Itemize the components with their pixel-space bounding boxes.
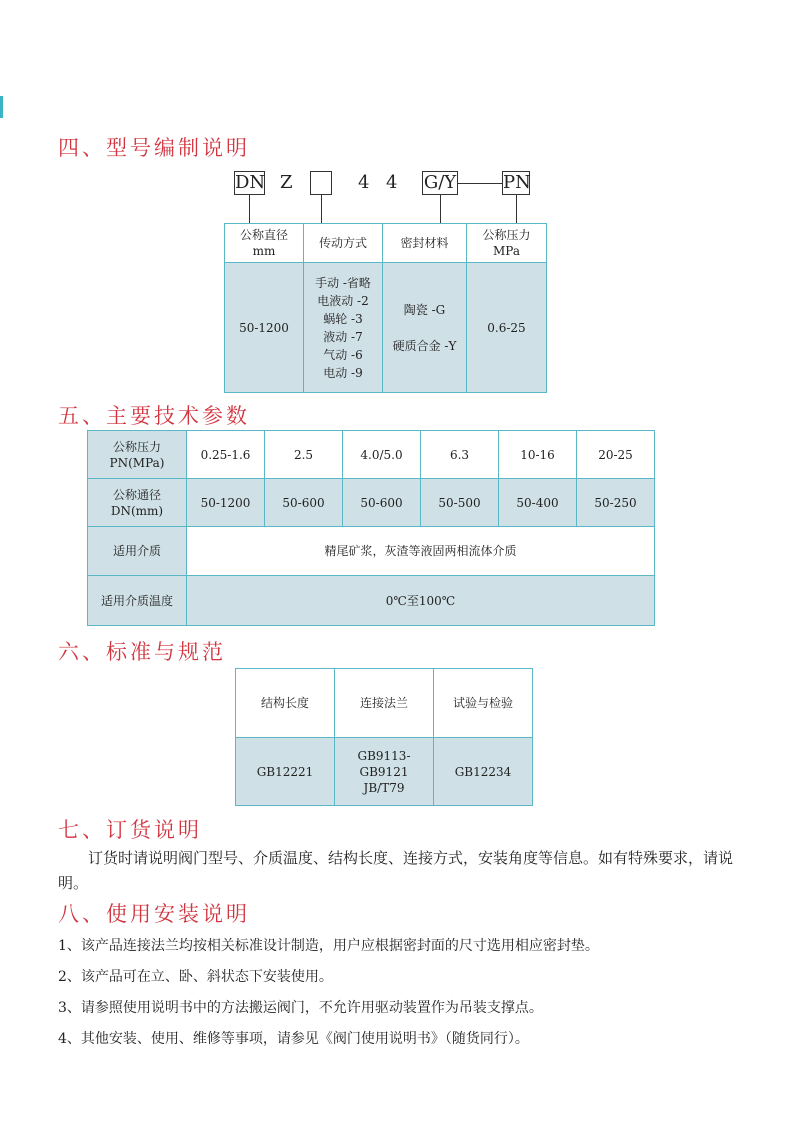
model-drive-list (304, 263, 383, 393)
section-title-order: 七、订货说明 (58, 818, 202, 842)
code-line-dn (249, 195, 250, 223)
tech-dn-value: 50-1200 (187, 479, 265, 527)
tech-pn-value: 2.5 (265, 431, 343, 479)
code-line-drive (321, 195, 322, 223)
model-dn-range: 50-1200 (225, 263, 304, 393)
tech-pn-value: 20-25 (577, 431, 655, 479)
drive-option: 液动 -7 (323, 329, 363, 344)
code-dash-line (458, 183, 502, 184)
code-dn-box: DN (235, 172, 266, 193)
model-header-drive: 传动方式 (304, 224, 383, 263)
install-item: 2、该产品可在立、卧、斜状态下安装使用。 (58, 969, 333, 985)
tech-pn-label: 公称压力 PN(MPa) (88, 431, 187, 479)
tech-pn-value: 6.3 (421, 431, 499, 479)
section-title-model: 四、型号编制说明 (58, 136, 250, 160)
code-line-pn (516, 195, 517, 223)
tech-dn-label: 公称通径 DN(mm) (88, 479, 187, 527)
seal-option: 硬质合金 -Y (392, 338, 457, 353)
tech-medium-label: 适用介质 (88, 527, 187, 576)
tech-dn-value: 50-250 (577, 479, 655, 527)
seal-option: 陶瓷 -G (403, 302, 446, 317)
code-drive-box (310, 171, 332, 195)
standard-table (235, 668, 533, 806)
tech-dn-value: 50-500 (421, 479, 499, 527)
std-value-length: GB12221 (236, 738, 335, 806)
model-header-dn: 公称直径 mm (225, 224, 304, 263)
tech-dn-value: 50-600 (265, 479, 343, 527)
model-header-pn: 公称压力 MPa (467, 224, 547, 263)
drive-option: 气动 -6 (323, 347, 363, 362)
model-header-seal: 密封材料 (383, 224, 467, 263)
model-table (224, 223, 547, 393)
code-pn-box: PN (503, 172, 531, 193)
model-pn-range: 0.6-25 (467, 263, 547, 393)
tech-pn-value: 0.25-1.6 (187, 431, 265, 479)
section-title-install: 八、使用安装说明 (58, 902, 250, 926)
install-item: 3、请参照使用说明书中的方法搬运阀门，不允许用驱动装置作为吊装支撑点。 (58, 1000, 543, 1016)
tech-pn-value: 4.0/5.0 (343, 431, 421, 479)
std-value-test: GB12234 (434, 738, 533, 806)
tech-dn-value: 50-600 (343, 479, 421, 527)
install-item: 1、该产品连接法兰均按相关标准设计制造，用户应根据密封面的尺寸选用相应密封垫。 (58, 938, 599, 954)
install-item: 4、其他安装、使用、维修等事项，请参见《阀门使用说明书》（随货同行）。 (58, 1031, 529, 1047)
std-header-length: 结构长度 (236, 669, 335, 738)
code-digit-1: 4 (358, 172, 370, 193)
tech-temp-value: 0℃至100℃ (187, 576, 655, 626)
std-header-flange: 连接法兰 (335, 669, 434, 738)
tech-pn-value: 10-16 (499, 431, 577, 479)
drive-option: 电液动 -2 (317, 293, 369, 308)
model-code-diagram (232, 171, 532, 231)
drive-option: 电动 -9 (323, 365, 363, 380)
code-z: Z (280, 172, 293, 193)
order-text: 订货时请说明阀门型号、介质温度、结构长度、连接方式，安装角度等信息。如有特殊要求，请说明。 (58, 849, 734, 892)
tech-temp-label: 适用介质温度 (88, 576, 187, 626)
drive-option: 蜗轮 -3 (323, 311, 363, 326)
section-title-standard: 六、标准与规范 (58, 640, 226, 664)
code-line-seal (440, 195, 441, 223)
code-digit-2: 4 (386, 172, 398, 193)
edge-accent (0, 96, 3, 118)
std-value-flange: GB9113-GB9121 JB/T79 (335, 738, 434, 806)
tech-table (87, 430, 655, 626)
code-seal-box: G/Y (423, 172, 457, 193)
model-seal-list (383, 263, 467, 393)
std-header-test: 试验与检验 (434, 669, 533, 738)
section-title-tech: 五、主要技术参数 (58, 404, 250, 428)
tech-dn-value: 50-400 (499, 479, 577, 527)
tech-medium-value: 精尾矿浆，灰渣等液固两相流体介质 (187, 527, 655, 576)
drive-option: 手动 -省略 (315, 275, 371, 290)
